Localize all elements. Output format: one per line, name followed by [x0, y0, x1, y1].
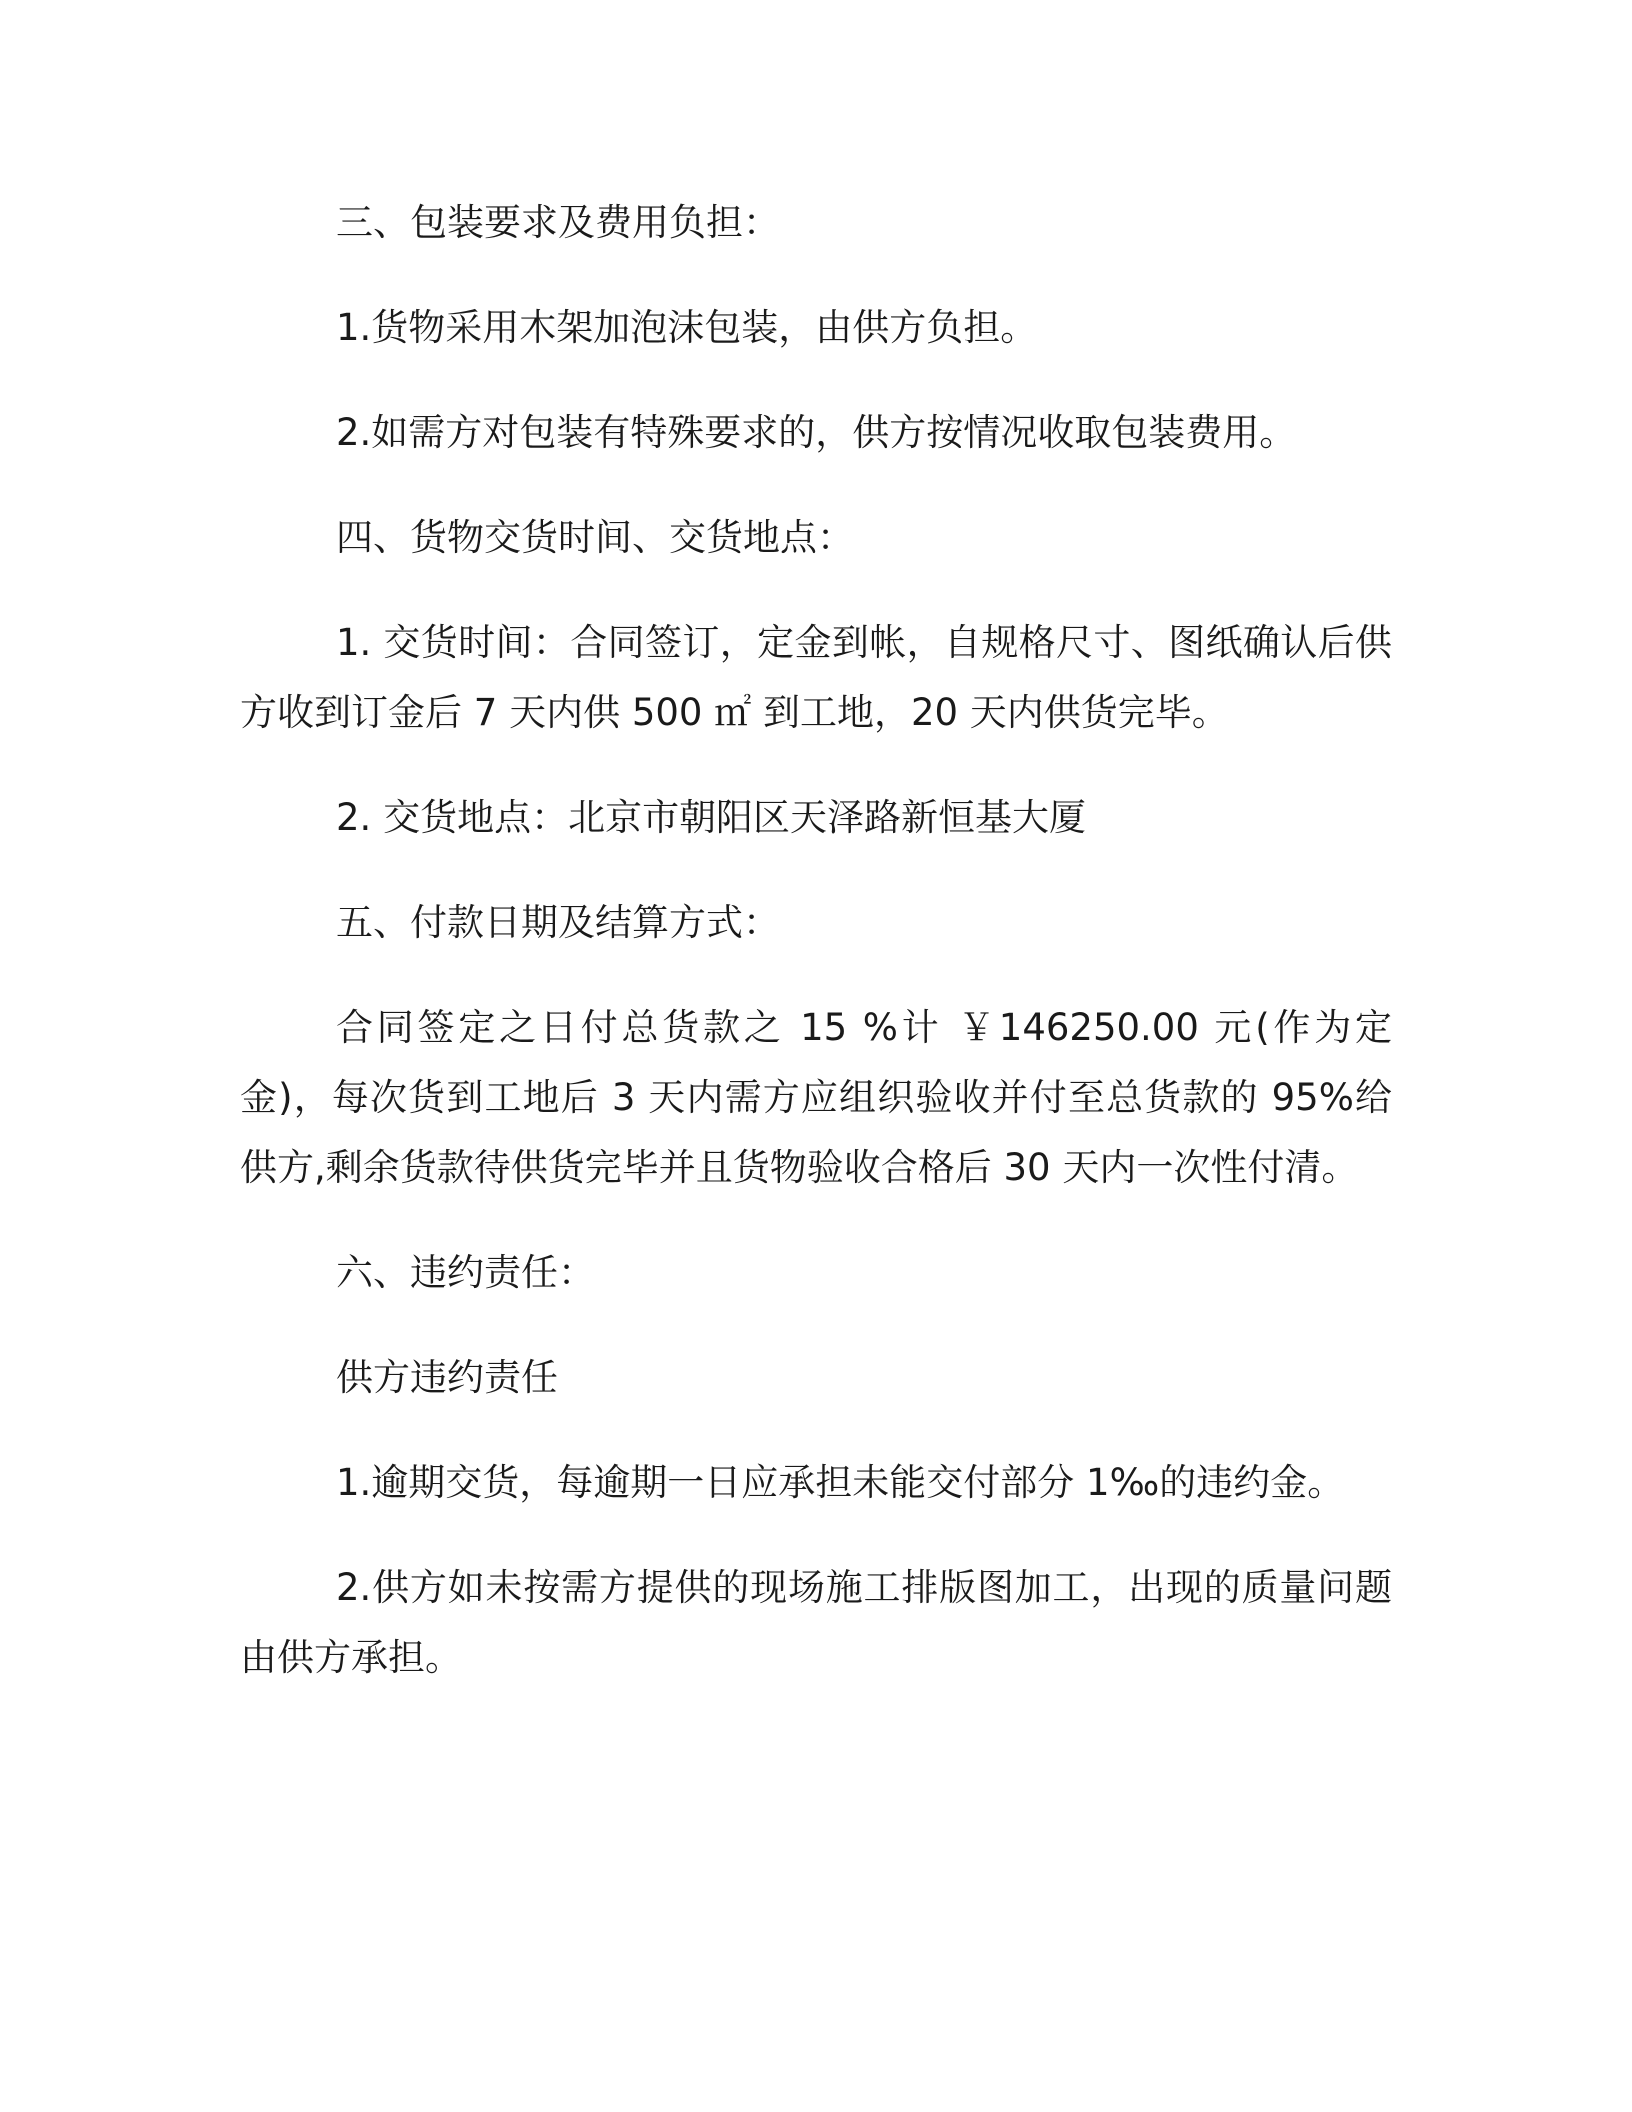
section-3-item-1: 1.货物采用木架加泡沫包装，由供方负担。: [336, 306, 1038, 349]
section-4-heading: 四、货物交货时间、交货地点：: [336, 516, 854, 559]
section-4-item-2: 2. 交货地点：北京市朝阳区天泽路新恒基大厦: [336, 796, 1087, 839]
section-5-body: 合同签定之日付总货款之 15 %计 ￥146250.00 元(作为定金)，每次货到工地后 3 天内需方应组织验收并付至总货款的 95%给供方,剩余货款待供货完毕并且货物验收合格后 30 天内一次性付清。: [240, 1006, 1392, 1189]
section-3-item-2: 2.如需方对包装有特殊要求的，供方按情况收取包装费用。: [336, 411, 1297, 454]
section-6-subheading: 供方违约责任: [336, 1356, 558, 1399]
section-6-heading: 六、违约责任：: [336, 1251, 595, 1294]
document-body: [240, 188, 1392, 1728]
section-3-heading: 三、包装要求及费用负担：: [336, 201, 780, 244]
section-5-heading: 五、付款日期及结算方式：: [336, 901, 780, 944]
section-4-item-1: 1. 交货时间：合同签订，定金到帐，自规格尺寸、图纸确认后供方收到订金后 7 天内供 500 ㎡ 到工地，20 天内供货完毕。: [240, 621, 1392, 734]
section-6-item-1: 1.逾期交货，每逾期一日应承担未能交付部分 1‰的违约金。: [336, 1461, 1345, 1504]
section-6-item-2: 2.供方如未按需方提供的现场施工排版图加工，出现的质量问题由供方承担。: [240, 1566, 1392, 1679]
